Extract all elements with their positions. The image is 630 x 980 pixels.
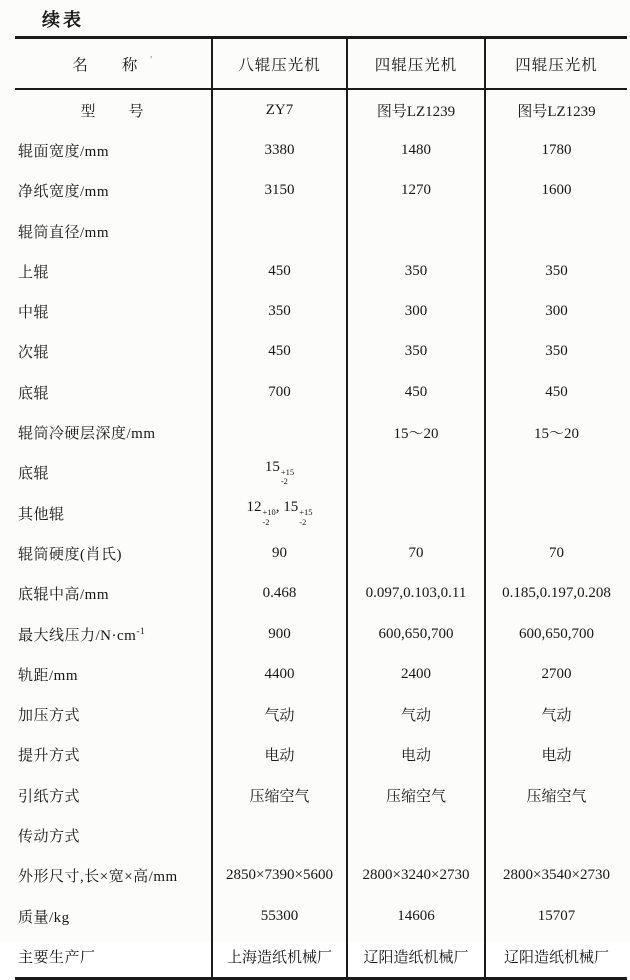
spec-row bbox=[15, 654, 627, 694]
cell-value: 450 bbox=[347, 372, 485, 412]
cell-value bbox=[347, 453, 485, 493]
spec-row bbox=[15, 412, 627, 452]
cell-value: 15 +15 -2 bbox=[212, 453, 347, 493]
spec-row bbox=[15, 493, 627, 533]
cell-value bbox=[347, 211, 485, 251]
spec-row bbox=[15, 533, 627, 573]
cell-value bbox=[212, 815, 347, 855]
spec-row bbox=[15, 251, 627, 291]
cell-value bbox=[485, 211, 627, 251]
spec-row bbox=[15, 775, 627, 815]
scan-artifact-mark: ʼ bbox=[149, 54, 154, 66]
row-label: 辊面宽度/mm bbox=[18, 143, 110, 160]
tolerance-sub: -2 bbox=[299, 516, 307, 527]
cell-value: 55300 bbox=[212, 896, 347, 936]
cell-value bbox=[485, 493, 627, 533]
cell-value: 350 bbox=[212, 291, 347, 331]
cell-value bbox=[212, 412, 347, 452]
row-label: 其他辊 bbox=[18, 506, 65, 523]
cell-value: ZY7 bbox=[212, 89, 347, 130]
cell-value: 上海造纸机械厂 bbox=[212, 936, 347, 978]
cell-value: 450 bbox=[212, 251, 347, 291]
spec-table-body bbox=[15, 89, 627, 978]
tolerance-sup: +10 bbox=[262, 507, 276, 518]
tolerance-supsub bbox=[299, 508, 312, 527]
column-header-name bbox=[15, 38, 212, 90]
page-title: 续表 bbox=[42, 10, 84, 30]
row-label: 传动方式 bbox=[18, 828, 81, 845]
row-label: 底辊中高/mm bbox=[18, 587, 110, 604]
cell-value: 1600 bbox=[485, 171, 627, 211]
cell-value: 0.097,0.103,0.11 bbox=[347, 574, 485, 614]
cell-value: 1780 bbox=[485, 130, 627, 170]
spec-row bbox=[15, 332, 627, 372]
spec-row bbox=[15, 372, 627, 412]
cell-value: 15～20 bbox=[347, 412, 485, 452]
tolerance-supsub bbox=[262, 508, 275, 527]
tolerance-supsub bbox=[281, 468, 294, 487]
column-header-machine-2: 四辊压光机 bbox=[347, 38, 485, 90]
cell-value: 压缩空气 bbox=[485, 775, 627, 815]
row-label: 上辊 bbox=[18, 264, 50, 281]
cell-value: 3150 bbox=[212, 171, 347, 211]
header-row bbox=[15, 38, 627, 90]
cell-value: 350 bbox=[485, 332, 627, 372]
cell-value bbox=[485, 453, 627, 493]
cell-value: 1480 bbox=[347, 130, 485, 170]
cell-value: 辽阳造纸机械厂 bbox=[485, 936, 627, 978]
cell-value: 450 bbox=[485, 372, 627, 412]
row-label: 主要生产厂 bbox=[18, 949, 96, 966]
cell-value: 700 bbox=[212, 372, 347, 412]
superscript: -1 bbox=[136, 626, 146, 637]
spec-row bbox=[15, 89, 627, 130]
row-label: 辊筒直径/mm bbox=[18, 224, 110, 241]
cell-value: 压缩空气 bbox=[347, 775, 485, 815]
spec-row bbox=[15, 130, 627, 170]
row-label: 辊筒硬度(肖氏) bbox=[18, 546, 122, 563]
cell-value: 2800×3540×2730 bbox=[485, 856, 627, 896]
row-label: 次辊 bbox=[18, 345, 50, 362]
spec-table bbox=[15, 36, 627, 980]
cell-value: 70 bbox=[485, 533, 627, 573]
cell-value bbox=[347, 493, 485, 533]
cell-value: 图号LZ1239 bbox=[485, 89, 627, 130]
cell-value: 0.468 bbox=[212, 574, 347, 614]
cell-value: 900 bbox=[212, 614, 347, 654]
row-label: 底辊 bbox=[18, 466, 50, 483]
spec-row bbox=[15, 614, 627, 654]
cell-value: 气动 bbox=[485, 694, 627, 734]
cell-value: 90 bbox=[212, 533, 347, 573]
cell-value: 300 bbox=[347, 291, 485, 331]
row-label: 辊筒冷硬层深度/mm bbox=[18, 426, 156, 443]
row-label: 底辊 bbox=[18, 385, 50, 402]
cell-value: 2700 bbox=[485, 654, 627, 694]
cell-value bbox=[212, 211, 347, 251]
cell-value: 350 bbox=[347, 332, 485, 372]
cell-value: 气动 bbox=[212, 694, 347, 734]
row-label: 轨距/mm bbox=[18, 667, 79, 684]
tolerance-sup: +15 bbox=[280, 466, 295, 477]
cell-value: 70 bbox=[347, 533, 485, 573]
cell-value: 300 bbox=[485, 291, 627, 331]
spec-row bbox=[15, 453, 627, 493]
row-label: 加压方式 bbox=[18, 708, 81, 725]
spec-row bbox=[15, 735, 627, 775]
cell-value: 15707 bbox=[485, 896, 627, 936]
column-header-machine-3: 四辊压光机 bbox=[485, 38, 627, 90]
spec-row bbox=[15, 574, 627, 614]
cell-value: 350 bbox=[347, 251, 485, 291]
cell-value: 0.185,0.197,0.208 bbox=[485, 574, 627, 614]
cell-value: 12 +10 -2 , 15 +15 -2 bbox=[212, 493, 347, 533]
spec-row bbox=[15, 171, 627, 211]
cell-value: 电动 bbox=[347, 735, 485, 775]
column-header-name-label: 名 称 bbox=[72, 56, 139, 74]
cell-value: 图号LZ1239 bbox=[347, 89, 485, 130]
cell-value: 15～20 bbox=[485, 412, 627, 452]
cell-value: 350 bbox=[485, 251, 627, 291]
row-label: 型 号 bbox=[80, 103, 145, 120]
spec-row bbox=[15, 815, 627, 855]
cell-value: 2850×7390×5600 bbox=[212, 856, 347, 896]
row-label: 引纸方式 bbox=[18, 788, 81, 805]
cell-value: 4400 bbox=[212, 654, 347, 694]
row-label: 外形尺寸,长×宽×高/mm bbox=[18, 869, 178, 886]
cell-value: 600,650,700 bbox=[347, 614, 485, 654]
cell-value: 压缩空气 bbox=[212, 775, 347, 815]
cell-value: 2800×3240×2730 bbox=[347, 856, 485, 896]
cell-value: 1270 bbox=[347, 171, 485, 211]
row-label: 中辊 bbox=[18, 305, 50, 322]
tolerance-sub: -2 bbox=[262, 516, 270, 527]
row-label: 提升方式 bbox=[18, 748, 81, 765]
cell-value: 600,650,700 bbox=[485, 614, 627, 654]
tolerance-sup: +15 bbox=[299, 507, 313, 518]
cell-value: 14606 bbox=[347, 896, 485, 936]
spec-row bbox=[15, 936, 627, 978]
spec-row bbox=[15, 694, 627, 734]
tolerance-sub: -2 bbox=[280, 476, 288, 487]
cell-value: 气动 bbox=[347, 694, 485, 734]
cell-value bbox=[347, 815, 485, 855]
cell-value: 辽阳造纸机械厂 bbox=[347, 936, 485, 978]
cell-value: 2400 bbox=[347, 654, 485, 694]
spec-row bbox=[15, 896, 627, 936]
row-label: 净纸宽度/mm bbox=[18, 184, 110, 201]
column-header-machine-1: 八辊压光机 bbox=[212, 38, 347, 90]
cell-value: 电动 bbox=[212, 735, 347, 775]
cell-value: 电动 bbox=[485, 735, 627, 775]
row-label: 质量/kg bbox=[18, 909, 70, 926]
cell-value: 450 bbox=[212, 332, 347, 372]
row-label: 最大线压力$/N\cdot cm^{-1}$ bbox=[18, 626, 146, 644]
cell-value: 3380 bbox=[212, 130, 347, 170]
spec-row bbox=[15, 291, 627, 331]
spec-row bbox=[15, 211, 627, 251]
spec-row bbox=[15, 856, 627, 896]
cell-value bbox=[485, 815, 627, 855]
